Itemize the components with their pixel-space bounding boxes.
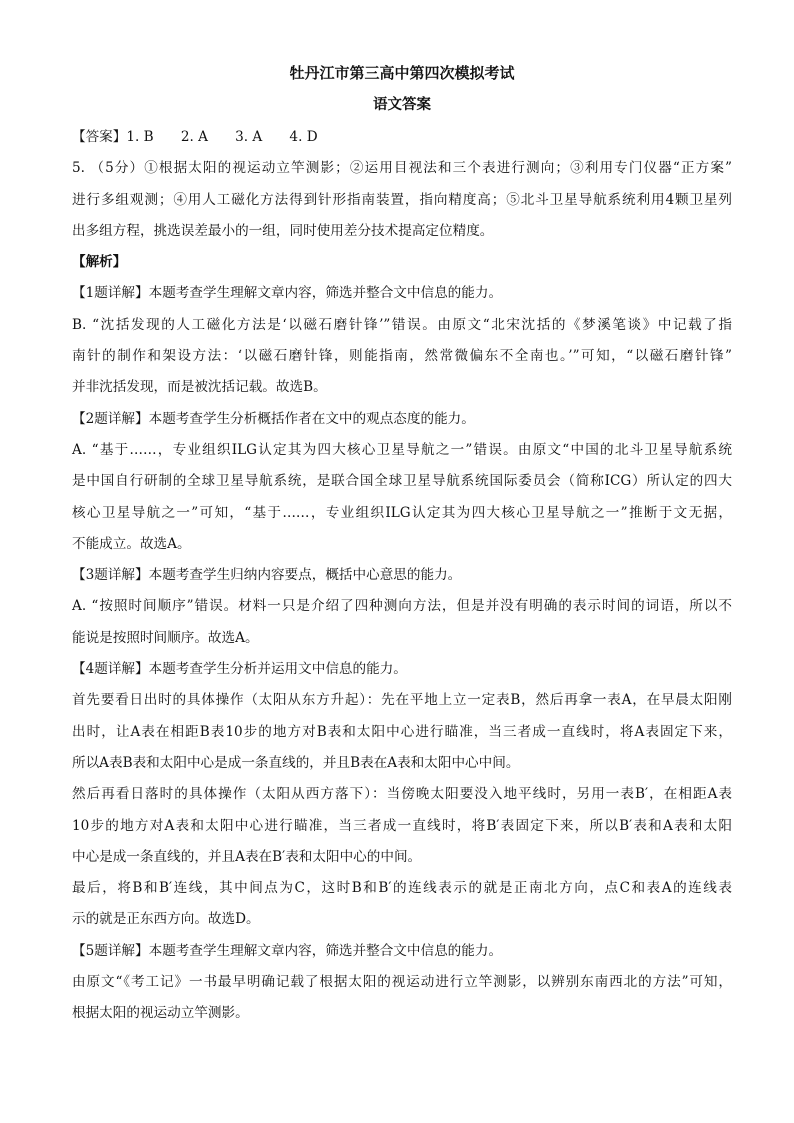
text-line: 所以A表B表和太阳中心是成一条直线的，并且B表在A表和太阳中心中间。 <box>72 754 520 771</box>
text-line: 出多组方程，挑选误差最小的一组，同时使用差分技术提高定位精度。 <box>72 222 494 239</box>
text-line: 首先要看日出时的具体操作（太阳从东方升起）：先在平地上立一定表B，然后再拿一表A，在早晨太阳刚 <box>72 692 732 709</box>
text-line: 是中国自行研制的全球卫星导航系统，是联合国全球卫星导航系统国际委员会（简称ICG）所认定的四大 <box>72 473 732 490</box>
text-line: A. “按照时间顺序”错误。材料一只是介绍了四种测向方法，但是并没有明确的表示时间的词语，所以不 <box>72 598 732 615</box>
text-line: 【5题详解】本题考查学生理解文章内容，筛选并整合文中信息的能力。 <box>72 942 503 959</box>
answer-document <box>72 62 732 1030</box>
text-line: 【2题详解】本题考查学生分析概括作者在文中的观点态度的能力。 <box>72 410 475 427</box>
text-line: 10步的地方对A表和太阳中心进行瞄准，当三者成一直线时，将B′表固定下来，所以B′表和A表和太阳 <box>72 817 732 834</box>
text-line: 进行多组观测；④用人工磁化方法得到针形指南装置，指向精度高；⑤北斗卫星导航系统利用4颗卫星列 <box>72 191 732 208</box>
text-line: 【答案】1. B 2. A 3. A 4. D <box>72 129 318 145</box>
text-line: 能说是按照时间顺序。故选A。 <box>72 629 259 646</box>
text-line: 南针的制作和架设方法：‘以磁石磨针锋，则能指南，然常微偏东不全南也。’”可知，“以磁石磨针锋” <box>72 348 732 365</box>
text-line: 根据太阳的视运动立竿测影。 <box>72 1005 249 1022</box>
document-subtitle: 语文答案 <box>373 96 431 113</box>
document-title: 牡丹江市第三高中第四次模拟考试 <box>289 64 515 82</box>
text-line: 【4题详解】本题考查学生分析并运用文中信息的能力。 <box>72 661 407 678</box>
text-line: 示的就是正东西方向。故选D。 <box>72 911 260 928</box>
text-line: 然后再看日落时的具体操作（太阳从西方落下）：当傍晚太阳要没入地平线时，另用一表B′，在相距A表 <box>72 786 732 803</box>
text-line: 中心是成一条直线的，并且A表在B′表和太阳中心的中间。 <box>72 848 422 865</box>
text-line: 由原文“《考工记》一书最早明确记载了根据太阳的视运动进行立竿测影，以辨别东南西北的方法”可知， <box>72 974 732 991</box>
text-line: 核心卫星导航之一”可知，“基于……，专业组织ILG认定其为四大核心卫星导航之一”推断于文无据， <box>72 504 732 521</box>
text-line: 5. （5分）①根据太阳的视运动立竿测影；②运用目视法和三个表进行测向；③利用专门仪器“正方案” <box>72 160 732 177</box>
text-line: 并非沈括发现，而是被沈括记载。故选B。 <box>72 379 327 396</box>
document-body <box>72 122 732 1030</box>
text-line: A. “基于……，专业组织ILG认定其为四大核心卫星导航之一”错误。由原文“中国的北斗卫星导航系统 <box>72 441 732 458</box>
text-line: 不能成立。故选A。 <box>72 535 191 552</box>
text-line: 出时，让A表在相距B表10步的地方对B表和太阳中心进行瞄准，当三者成一直线时，将A表固定下来， <box>72 723 732 740</box>
text-line: B. “沈括发现的人工磁化方法是‘以磁石磨针锋’”错误。由原文“北宋沈括的《梦溪笔谈》中记载了指 <box>72 316 732 333</box>
text-line: 【3题详解】本题考查学生归纳内容要点，概括中心意思的能力。 <box>72 567 462 584</box>
text-line: 最后，将B和B′连线，其中间点为C，这时B和B′的连线表示的就是正南北方向，点C和表A的连线表 <box>72 880 732 897</box>
text-line: 【解析】 <box>72 254 127 271</box>
text-line: 【1题详解】本题考查学生理解文章内容，筛选并整合文中信息的能力。 <box>72 285 503 302</box>
